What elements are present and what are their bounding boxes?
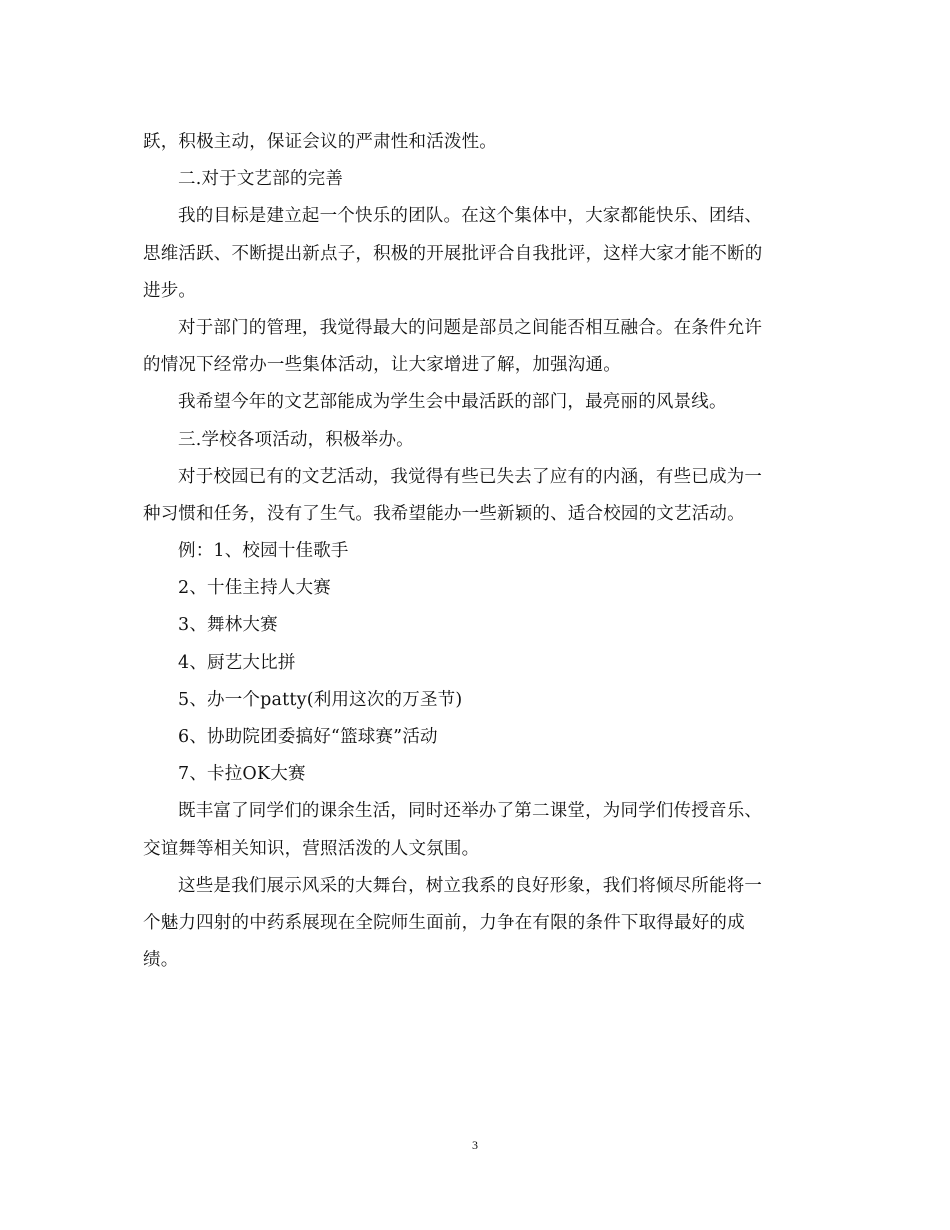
text-line: 对于校园已有的文艺活动，我觉得有些已失去了应有的内涵，有些已成为一 [178,466,763,487]
text-line: 既丰富了同学们的课余生活，同时还举办了第二课堂，为同学们传授音乐、 [178,801,763,822]
text-line: 绩。 [143,950,179,971]
text-line: 我的目标是建立起一个快乐的团队。在这个集体中，大家都能快乐、团结、 [178,206,763,227]
text-line: 交谊舞等相关知识，营照活泼的人文氛围。 [143,838,480,859]
text-line: 6、协助院团委搞好“篮球赛”活动 [178,727,438,747]
text-line: 三.学校各项活动，积极举办。 [178,429,414,450]
text-line: 我希望今年的文艺部能成为学生会中最活跃的部门，最亮丽的风景线。 [178,392,727,413]
text-line: 个魅力四射的中药系展现在全院师生面前，力争在有限的条件下取得最好的成 [143,912,745,933]
text-line: 4、厨艺大比拼 [178,652,296,673]
text-line: 对于部门的管理，我觉得最大的问题是部员之间能否相互融合。在条件允许 [178,317,763,338]
text-line: 进步。 [143,280,197,301]
document-body [143,124,808,979]
page-number: 3 [472,1138,478,1152]
text-line: 5、办一个patty(利用这次的万圣节) [178,689,463,710]
text-line: 跃，积极主动，保证会议的严肃性和活泼性。 [143,132,497,152]
text-line: 的情况下经常办一些集体活动，让大家增进了解，加强沟通。 [143,355,621,376]
text-line: 7、卡拉OK大赛 [178,764,306,785]
text-line: 这些是我们展示风采的大舞台，树立我系的良好形象，我们将倾尽所能将一 [178,875,763,896]
text-line: 2、十佳主持人大赛 [178,578,331,599]
text-line: 种习惯和任务，没有了生气。我希望能办一些新颖的、适合校园的文艺活动。 [143,503,745,524]
text-line: 例：1、校园十佳歌手 [178,541,349,562]
text-line: 3、舞林大赛 [178,615,278,636]
text-line: 思维活跃、不断提出新点子，积极的开展批评合自我批评，这样大家才能不断的 [143,243,763,264]
text-line: 二.对于文艺部的完善 [178,169,344,190]
